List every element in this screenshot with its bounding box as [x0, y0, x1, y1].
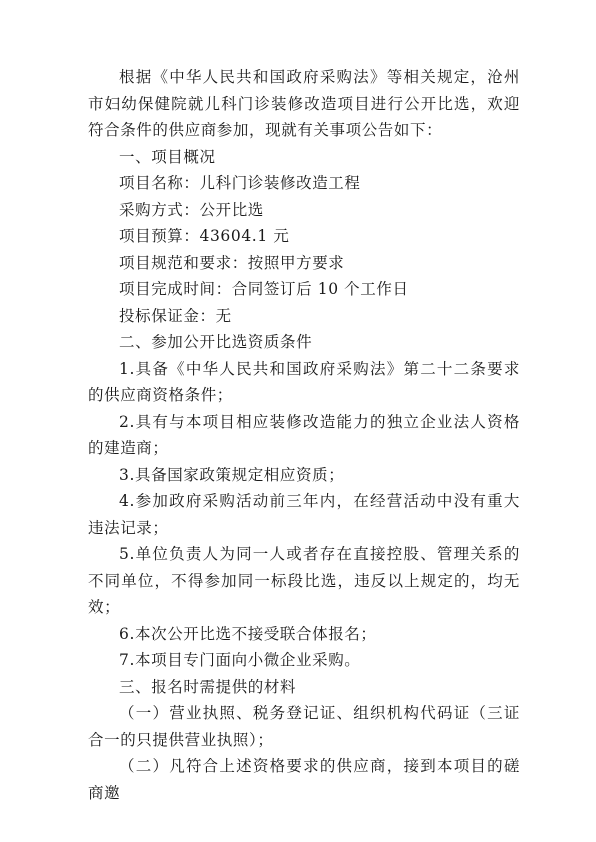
intro-paragraph: 根据《中华人民共和国政府采购法》等相关规定，沧州市妇幼保健院就儿科门诊装修改造项目进行公开比选，欢迎符合条件的供应商参加，现就有关事项公告如下：	[88, 68, 520, 139]
material-item-1: （一）营业执照、税务登记证、组织机构代码证（三证合一的只提供营业执照）；	[88, 704, 520, 749]
project-budget-line: 项目预算：43604.1 元	[119, 227, 290, 245]
qualification-item-3: 3.具备国家政策规定相应资质；	[119, 465, 345, 484]
qualification-item-1: 1.具备《中华人民共和国政府采购法》第二十二条要求的供应商资格条件；	[88, 359, 520, 404]
qualification-item-2: 2.具有与本项目相应装修改造能力的独立企业法人资格的建造商；	[88, 412, 520, 457]
material-item-2: （二）凡符合上述资格要求的供应商，接到本项目的磋商邀	[88, 757, 520, 802]
completion-time-line: 项目完成时间：合同签订后 10 个工作日	[119, 280, 409, 298]
qualification-item-7: 7.本项目专门面向小微企业采购。	[119, 651, 361, 669]
document-body	[88, 64, 520, 806]
section-heading-required-materials: 三、报名时需提供的材料	[119, 677, 297, 696]
qualification-item-4: 4.参加政府采购活动前三年内，在经营活动中没有重大违法记录；	[88, 492, 520, 537]
section-heading-project-overview: 一、项目概况	[119, 147, 216, 166]
qualification-item-6: 6.本次公开比选不接受联合体报名；	[119, 624, 377, 643]
procurement-method-line: 采购方式：公开比选	[119, 200, 264, 219]
bid-bond-line: 投标保证金：无	[119, 306, 232, 325]
project-name-line: 项目名称：儿科门诊装修改造工程	[119, 174, 361, 192]
section-heading-qualifications: 二、参加公开比选资质条件	[119, 333, 313, 351]
project-requirements-line: 项目规范和要求：按照甲方要求	[119, 253, 345, 272]
qualification-item-5: 5.单位负责人为同一人或者存在直接控股、管理关系的不同单位，不得参加同一标段比选，违反以上规定的，均无效；	[88, 545, 520, 616]
